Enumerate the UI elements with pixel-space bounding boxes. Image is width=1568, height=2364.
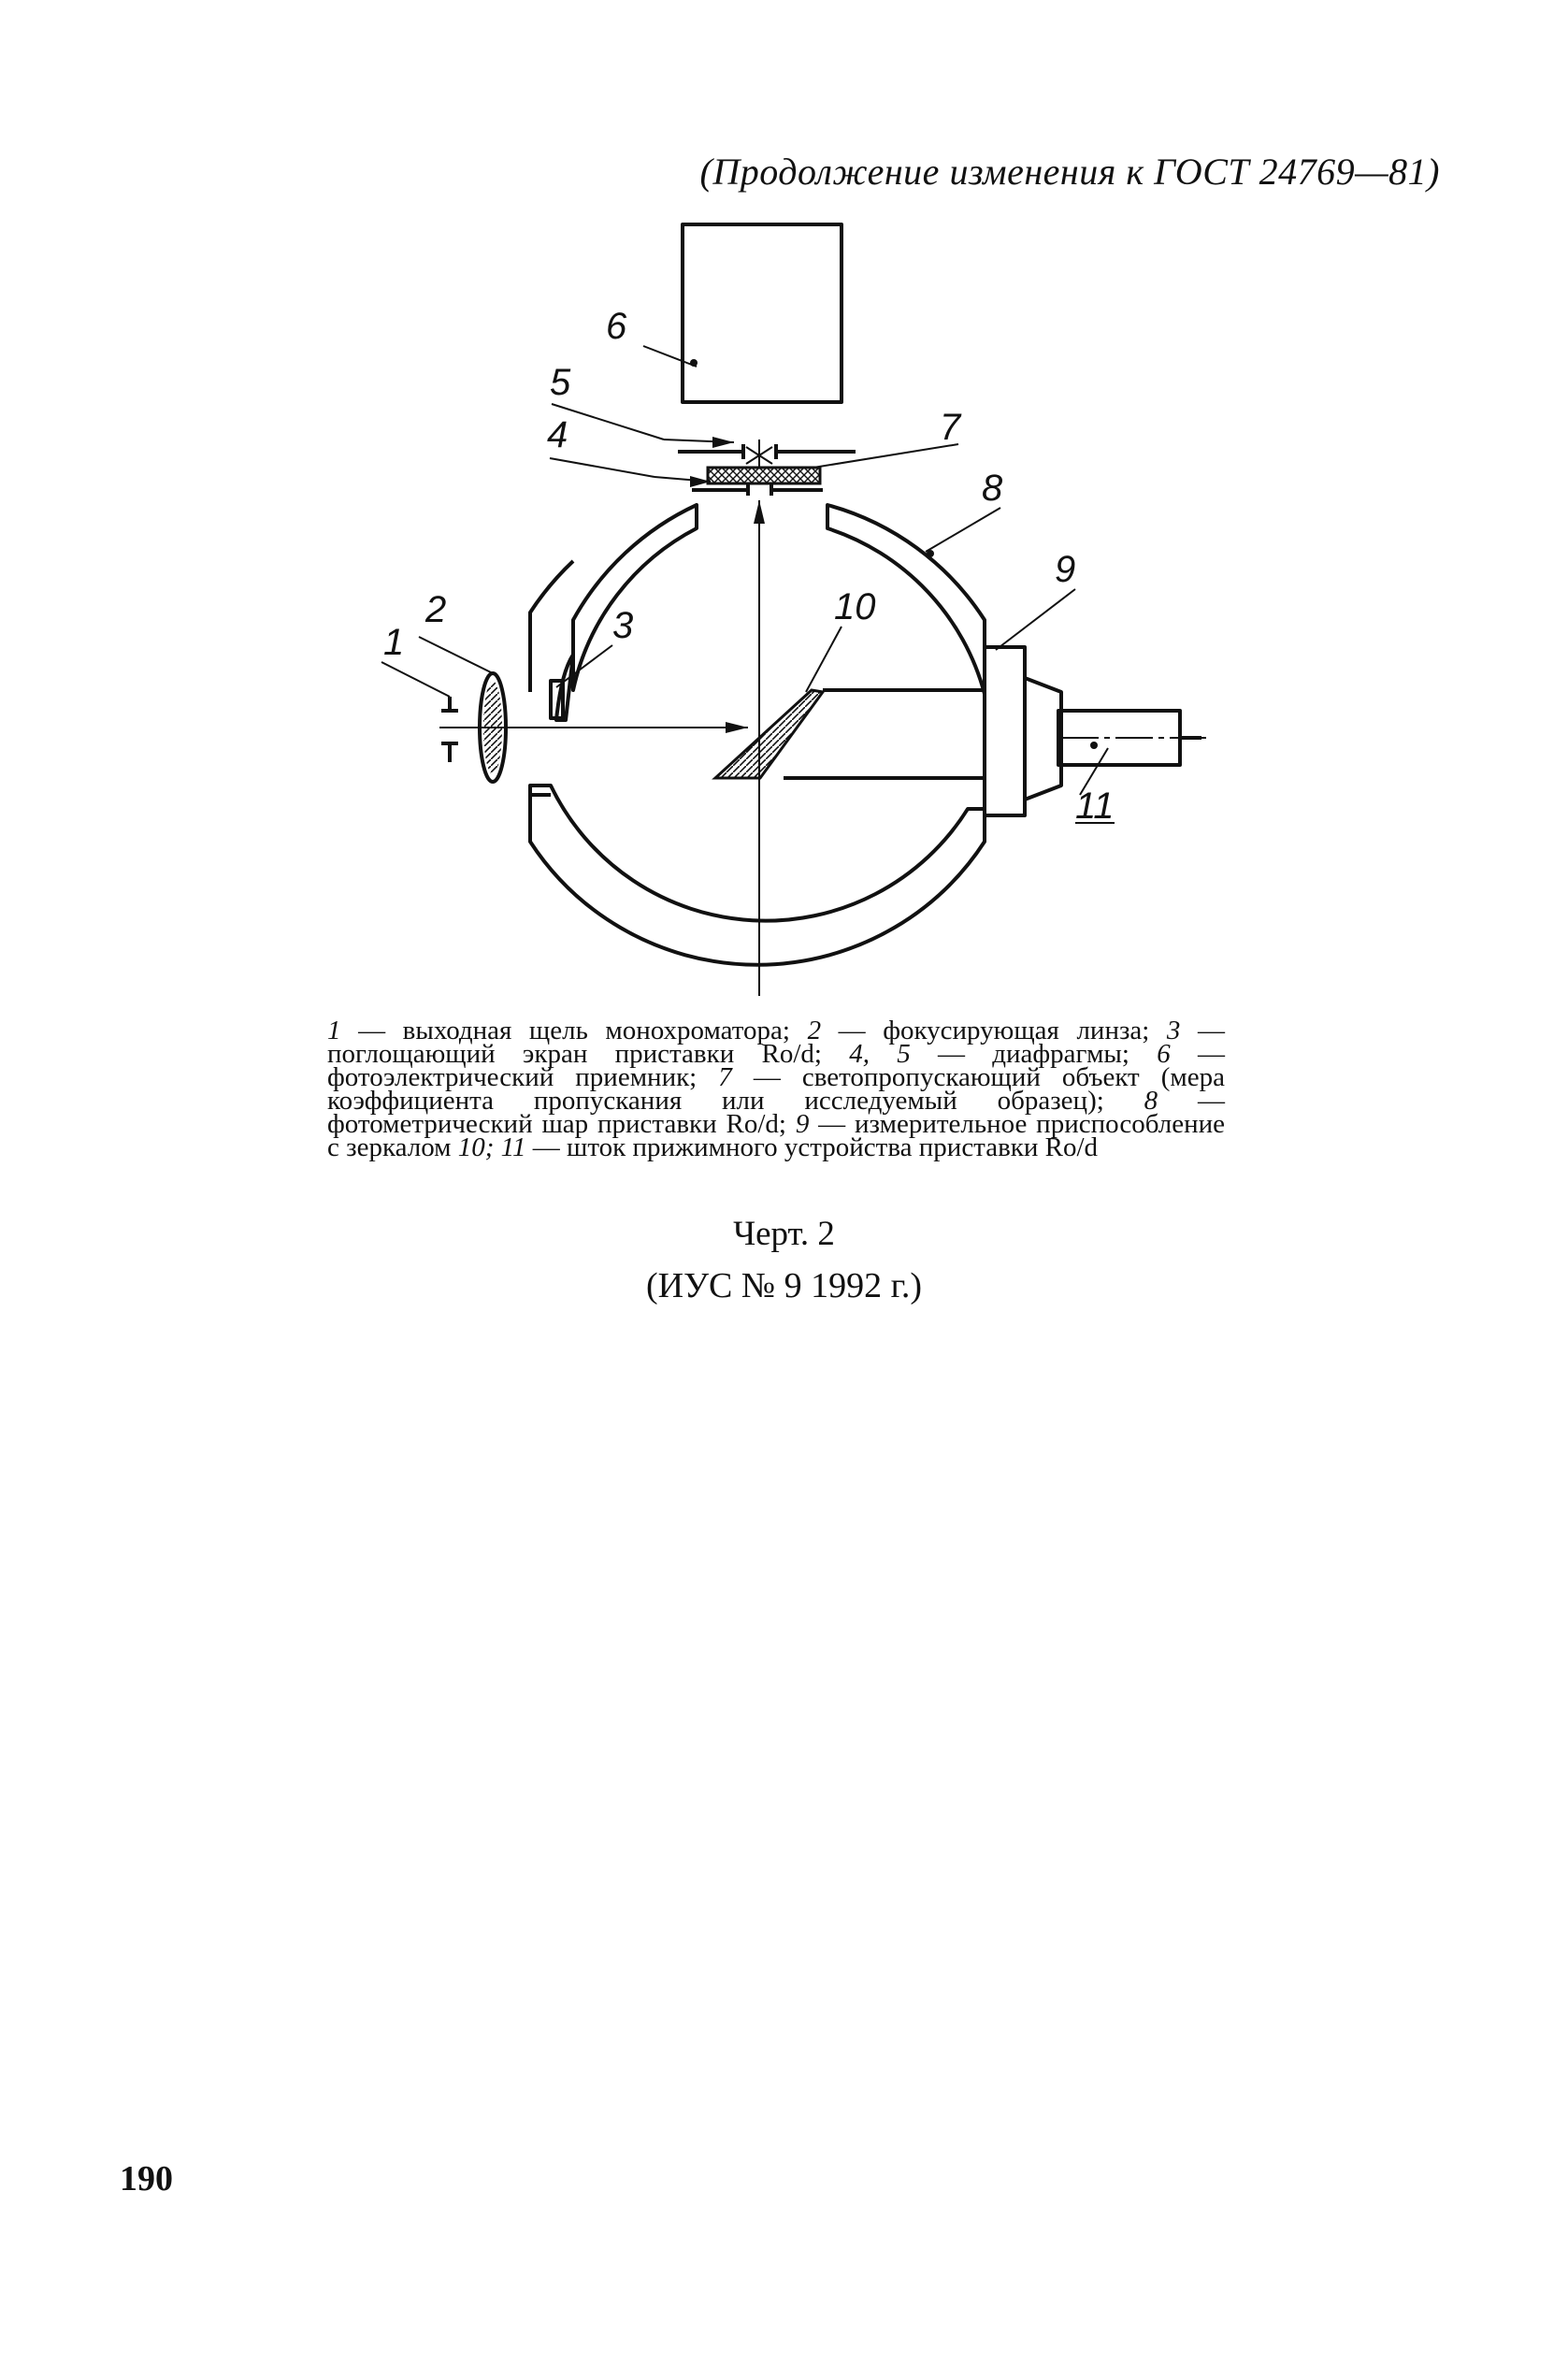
sample-7 (708, 468, 820, 483)
source-reference: (ИУС № 9 1992 г.) (645, 1266, 923, 1305)
label-3: 3 (612, 605, 634, 646)
caption-num-4-5: 4, 5 (849, 1039, 911, 1069)
caption-text-1: — выходная щель монохроматора; (340, 1016, 808, 1045)
caption-num-3: 3 (1166, 1016, 1181, 1045)
sphere-upper-left (573, 505, 697, 690)
page-number: 190 (120, 2159, 173, 2198)
caption-text-3: — поглощающий экран приставки Ro/d; (327, 1016, 1225, 1069)
caption-text-9: — измерительное приспособление с зеркалом (327, 1109, 1225, 1162)
photoreceiver-box (683, 224, 842, 402)
caption-num-2: 2 (807, 1016, 822, 1045)
label-7: 7 (940, 407, 961, 448)
label-11: 11 (1075, 786, 1115, 827)
label-5: 5 (550, 362, 571, 403)
caption-num-1: 1 (327, 1016, 341, 1045)
label-8: 8 (982, 468, 1003, 509)
figure-title: Черт. 2 (733, 1215, 835, 1253)
caption-text-8: — фотометрический шар приставки Ro/d; (327, 1086, 1225, 1139)
figure-caption (327, 1016, 1225, 1162)
caption-text-10 (494, 1132, 500, 1162)
caption-text-6: — фотоэлектрический приемник; (327, 1039, 1225, 1092)
caption-text-4-5: — диафрагмы; (910, 1039, 1158, 1069)
caption-text-7: — светопропускающий объект (мера коэффициента пропускания или исследуемый образец); (327, 1062, 1225, 1116)
caption-num-9: 9 (795, 1109, 810, 1139)
caption-num-8: 8 (1144, 1086, 1158, 1116)
sphere-lower (530, 786, 985, 965)
measuring-device-9 (985, 647, 1025, 815)
label-9: 9 (1055, 549, 1076, 590)
label-1: 1 (383, 622, 405, 663)
page-header-title: (Продолжение изменения к ГОСТ 24769—81) (699, 151, 1440, 193)
caption-num-7: 7 (718, 1062, 732, 1092)
label-4: 4 (547, 414, 568, 455)
mirror-10 (715, 690, 823, 778)
caption-num-11: 11 (500, 1132, 526, 1162)
caption-num-10: 10; (457, 1132, 495, 1162)
caption-num-6: 6 (1157, 1039, 1171, 1069)
label-2: 2 (425, 589, 447, 630)
optical-scheme-drawing (0, 0, 1568, 1029)
caption-text-2: — фокусирующая линза; (821, 1016, 1167, 1045)
label-10: 10 (834, 586, 876, 627)
optical-scheme-figure (0, 0, 1568, 1029)
label-6: 6 (606, 306, 627, 347)
caption-text-11: — шток прижимного устройства приставки Ro/d (525, 1132, 1099, 1162)
